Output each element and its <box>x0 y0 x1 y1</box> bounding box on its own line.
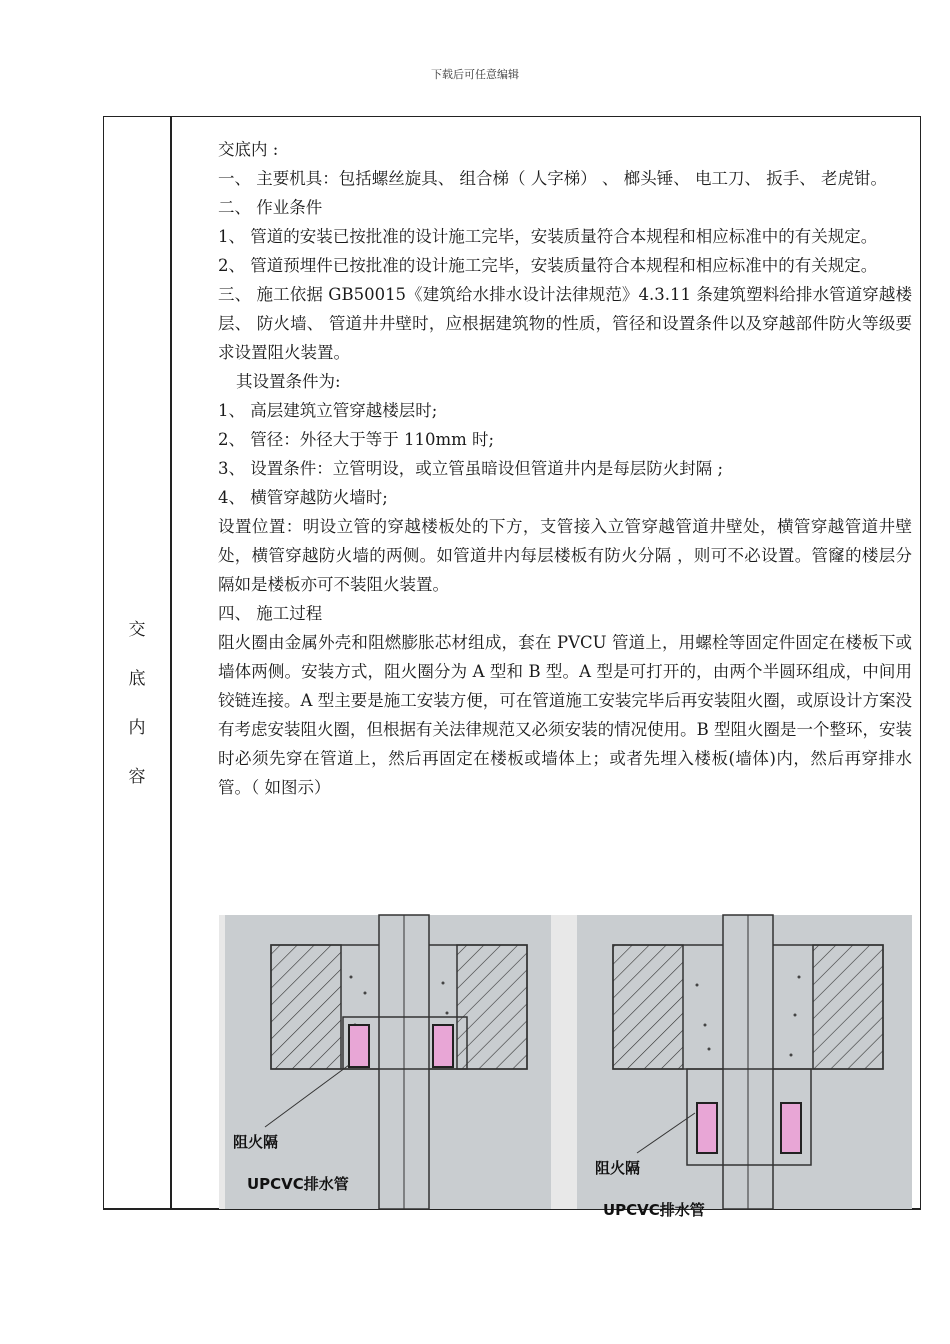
side-label-char: 内 <box>128 718 146 738</box>
paragraph-basis: 三、 施工依据 GB50015《建筑给水排水设计法律规范》4.3.11 条建筑塑料给排水管道穿越楼层、 防火墙、 管道井井壁时，应根据建筑物的性质，管径和设置条件以及穿越部件防火等级要求设置阻火装置。 <box>218 285 912 362</box>
content-body <box>218 135 912 802</box>
figure-a-ring-label: 阻火隔 <box>233 1133 279 1151</box>
figure-b-type <box>577 915 912 1219</box>
paragraph-conditions-title: 二、 作业条件 <box>218 198 323 217</box>
paragraph-setting-intro: 其设置条件为: <box>236 372 341 391</box>
figure-images <box>219 915 912 1219</box>
side-label-char: 容 <box>128 767 146 787</box>
paragraph-setting-2: 2、 管径：外径大于等于 110mm 时; <box>218 430 495 449</box>
figure-b-ring-label: 阻火隔 <box>595 1159 641 1177</box>
paragraph-setting-4: 4、 横管穿越防火墙时; <box>218 488 388 507</box>
paragraph-setting-1: 1、 高层建筑立管穿越楼层时; <box>218 401 438 420</box>
side-label <box>104 622 170 818</box>
figure-a-drawing <box>225 915 551 1209</box>
figure-a-pipe-label: UPCVC排水管 <box>247 1175 349 1193</box>
paragraph-tools: 一、 主要机具：包括螺丝旋具、 组合梯（ 人字梯） 、 榔头锤、 电工刀、 扳手、 老虎钳。 <box>218 169 887 188</box>
side-label-char: 底 <box>128 669 146 689</box>
side-label-char: 交 <box>128 620 146 640</box>
column-divider <box>170 117 172 1208</box>
paragraph-process: 阻火圈由金属外壳和阻燃膨胀芯材组成，套在 PVCU 管道上，用螺栓等固定件固定在楼板下或墙体两侧。安装方式，阻火圈分为 A 型和 B 型。A 型是可打开的，由两个半圆环组成，中间用铰链连接。A 型主要是施工安装方便，可在管道施工安装完毕后再安装阻火圈，或原设计方案没有考虑安装阻火圈，但根据有关法律规范又必须安装的情况使用。B 型阻火圈是一个整环，安装时必须先穿在管道上，然后再固定在楼板或墙体上；或者先埋入楼板(墙体)内，然后再穿排水管。（ 如图示） <box>218 633 912 797</box>
content-heading: 交底内 : <box>218 140 279 159</box>
paragraph-setting-3: 3、 设置条件：立管明设，或立管虽暗设但管道井内是每层防火封隔 ; <box>218 459 724 478</box>
paragraph-condition-1: 1、 管道的安装已按批准的设计施工完毕，安装质量符合本规程和相应标准中的有关规定。 <box>218 227 878 246</box>
paragraph-process-title: 四、 施工过程 <box>218 604 323 623</box>
paragraph-condition-2: 2、 管道预埋件已按批准的设计施工完毕，安装质量符合本规程和相应标准中的有关规定。 <box>218 256 878 275</box>
figure-a-type <box>225 915 551 1209</box>
paragraph-position: 设置位置：明设立管的穿越楼板处的下方，支管接入立管穿越管道井壁处，横管穿越管道井壁处，横管穿越防火墙的两侧。如管道井内每层楼板有防火分隔 ，则可不必设置。管窿的楼层分隔如是楼板亦可不装阻火装置。 <box>218 517 912 594</box>
page-header: 下载后可任意编辑 <box>431 68 519 81</box>
figure-b-pipe-label: UPCVC排水管 <box>603 1201 705 1219</box>
disclosure-table <box>103 116 921 1219</box>
